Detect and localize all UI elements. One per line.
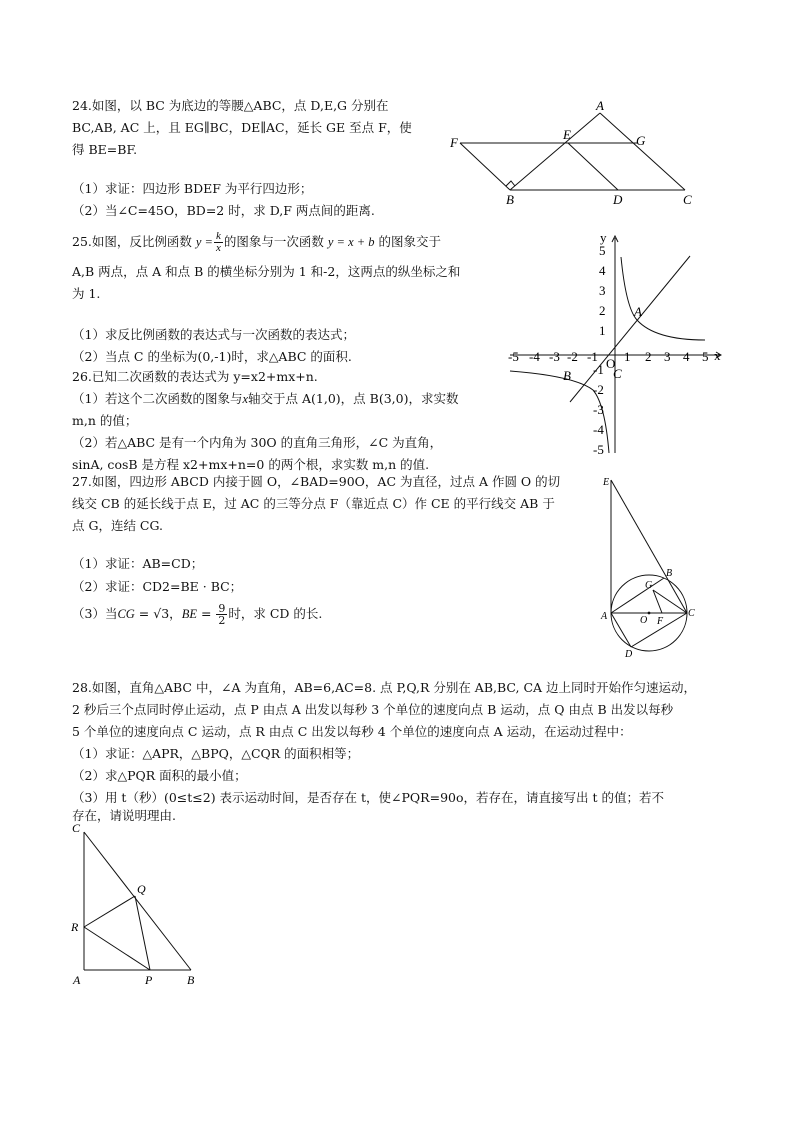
q28-line2: 2 秒后三个点同时停止运动，点 P 由点 A 出发以每秒 3 个单位的速度向点 B 运动，点 Q 由点 B 出发以每秒 (72, 702, 674, 717)
q25-origin: O (606, 356, 616, 371)
svg-text:3: 3 (599, 283, 606, 298)
q28-line3: 5 个单位的速度向点 C 运动，点 R 由点 C 出发以每秒 4 个单位的速度向点 A 运动，在运动过程中： (72, 724, 632, 739)
svg-text:-2: -2 (593, 382, 604, 397)
q27-label-f: F (657, 616, 664, 627)
svg-text:-5: -5 (508, 349, 519, 364)
q27-label-c: C (688, 608, 695, 619)
q27-label-b: B (666, 568, 673, 579)
q24-label-c: C (683, 192, 692, 207)
q28-label-b: B (187, 973, 195, 987)
svg-text:-4: -4 (593, 422, 604, 437)
q25-axis-x: x (714, 348, 721, 363)
q28-figure (66, 820, 216, 995)
q28-part2: （2）求△PQR 面积的最小值； (72, 768, 247, 783)
q24-label-f: F (450, 135, 458, 150)
q25-part2: （2）当点 C 的坐标为(0,-1)时，求△ABC 的面积. (72, 349, 352, 364)
q24-figure (450, 100, 700, 210)
svg-text:-5: -5 (593, 442, 604, 457)
svg-text:-3: -3 (593, 402, 604, 417)
svg-text:2: 2 (645, 349, 652, 364)
svg-text:-4: -4 (529, 349, 540, 364)
q27-line2: 线交 CB 的延长线于点 E，过 AC 的三等分点 F（靠近点 C）作 CE 的平行线交 AB 于 (72, 496, 555, 511)
q25-label-b: B (563, 368, 571, 383)
q27-line3: 点 G，连结 CG. (72, 518, 164, 533)
q27-part3: （3）当CG = √3，BE = $\frac{9}{2}$ 时，求 CD 的长. (72, 602, 323, 627)
q25-line2: A,B 两点，点 A 和点 B 的横坐标分别为 1 和-2，这两点的纵坐标之和 (72, 264, 461, 279)
q25-label-a: A (634, 304, 642, 319)
q28-label-c: C (72, 821, 81, 835)
q28-part3: （3）用 t（秒）(0≤t≤2) 表示运动时间，是否存在 t，使∠PQR=90o，若存在，请直接写出 t 的值；若不 (72, 790, 664, 805)
q28-label-a: A (73, 973, 81, 987)
q24-line1: 24.如图，以 BC 为底边的等腰△ABC，点 D,E,G 分别在 (72, 98, 389, 113)
q27-label-a: A (601, 611, 608, 622)
q27-line1: 27.如图，四边形 ABCD 内接于圆 O，∠BAD=90O，AC 为直径，过点 A 作圆 O 的切 (72, 474, 561, 489)
q25-line3: 为 1. (72, 286, 101, 301)
q28-part1: （1）求证：△APR，△BPQ，△CQR 的面积相等； (72, 746, 360, 761)
q24-line3: 得 BE=BF. (72, 142, 138, 157)
q25-line1: 25.如图，反比例函数 y = $\frac{k}{x}$ 的图象与一次函数 y = x + b 的图象交于 (72, 230, 442, 254)
q27-label-e: E (603, 477, 610, 488)
svg-text:2: 2 (599, 303, 606, 318)
q24-label-e: E (563, 127, 571, 142)
q24-part2: （2）当∠C=45O，BD=2 时，求 D,F 两点间的距离. (72, 203, 375, 218)
svg-text:4: 4 (683, 349, 690, 364)
q27-label-o: O (640, 615, 648, 626)
q24-label-a: A (596, 100, 604, 113)
q24-label-d: D (613, 192, 623, 207)
svg-text:1: 1 (624, 349, 631, 364)
q26-part2-cont: sinA, cosB 是方程 x2+mx+n=0 的两个根，求实数 m,n 的值. (72, 457, 430, 472)
q25-label-c: C (613, 366, 622, 381)
svg-text:-1: -1 (593, 362, 604, 377)
q24-line2: BC,AB, AC 上，且 EG∥BC，DE∥AC，延长 GE 至点 F，使 (72, 120, 412, 135)
q27-label-g: G (645, 580, 653, 591)
q25-graph (505, 228, 730, 460)
q24-part1: （1）求证：四边形 BDEF 为平行四边形； (72, 181, 313, 196)
svg-text:3: 3 (664, 349, 671, 364)
q27-part2: （2）求证：CD2=BE · BC； (72, 579, 243, 594)
svg-text:-1: -1 (587, 349, 598, 364)
q26-part1-cont: m,n 的值； (72, 413, 138, 428)
q24-label-g: G (636, 133, 646, 148)
q24-label-b: B (506, 192, 514, 207)
svg-text:4: 4 (599, 263, 606, 278)
q25-part1: （1）求反比例函数的表达式与一次函数的表达式； (72, 327, 355, 342)
svg-text:-2: -2 (567, 349, 578, 364)
svg-text:5: 5 (599, 243, 606, 258)
q28-label-r: R (71, 920, 79, 934)
q27-label-d: D (625, 649, 633, 660)
q28-line1: 28.如图，直角△ABC 中，∠A 为直角，AB=6,AC=8. 点 P,Q,R 分别在 AB,BC, CA 边上同时开始作匀速运动， (72, 680, 697, 695)
q26-line1: 26.已知二次函数的表达式为 y=x2+mx+n. (72, 369, 318, 384)
svg-text:1: 1 (599, 323, 606, 338)
q28-label-q: Q (137, 882, 146, 896)
q26-part2: （2）若△ABC 是有一个内角为 30O 的直角三角形，∠C 为直角， (72, 435, 443, 450)
q27-figure (598, 475, 708, 660)
q28-part3-cont: 存在，请说明理由. (72, 808, 176, 823)
q27-part1: （1）求证：AB=CD； (72, 556, 204, 571)
svg-text:-3: -3 (549, 349, 560, 364)
q28-label-p: P (145, 973, 153, 987)
q26-part1: （1）若这个二次函数的图象与x轴交于点 A(1,0)，点 B(3,0)，求实数 (72, 391, 459, 406)
svg-text:5: 5 (702, 349, 709, 364)
q25-axis-y: y (600, 230, 607, 245)
